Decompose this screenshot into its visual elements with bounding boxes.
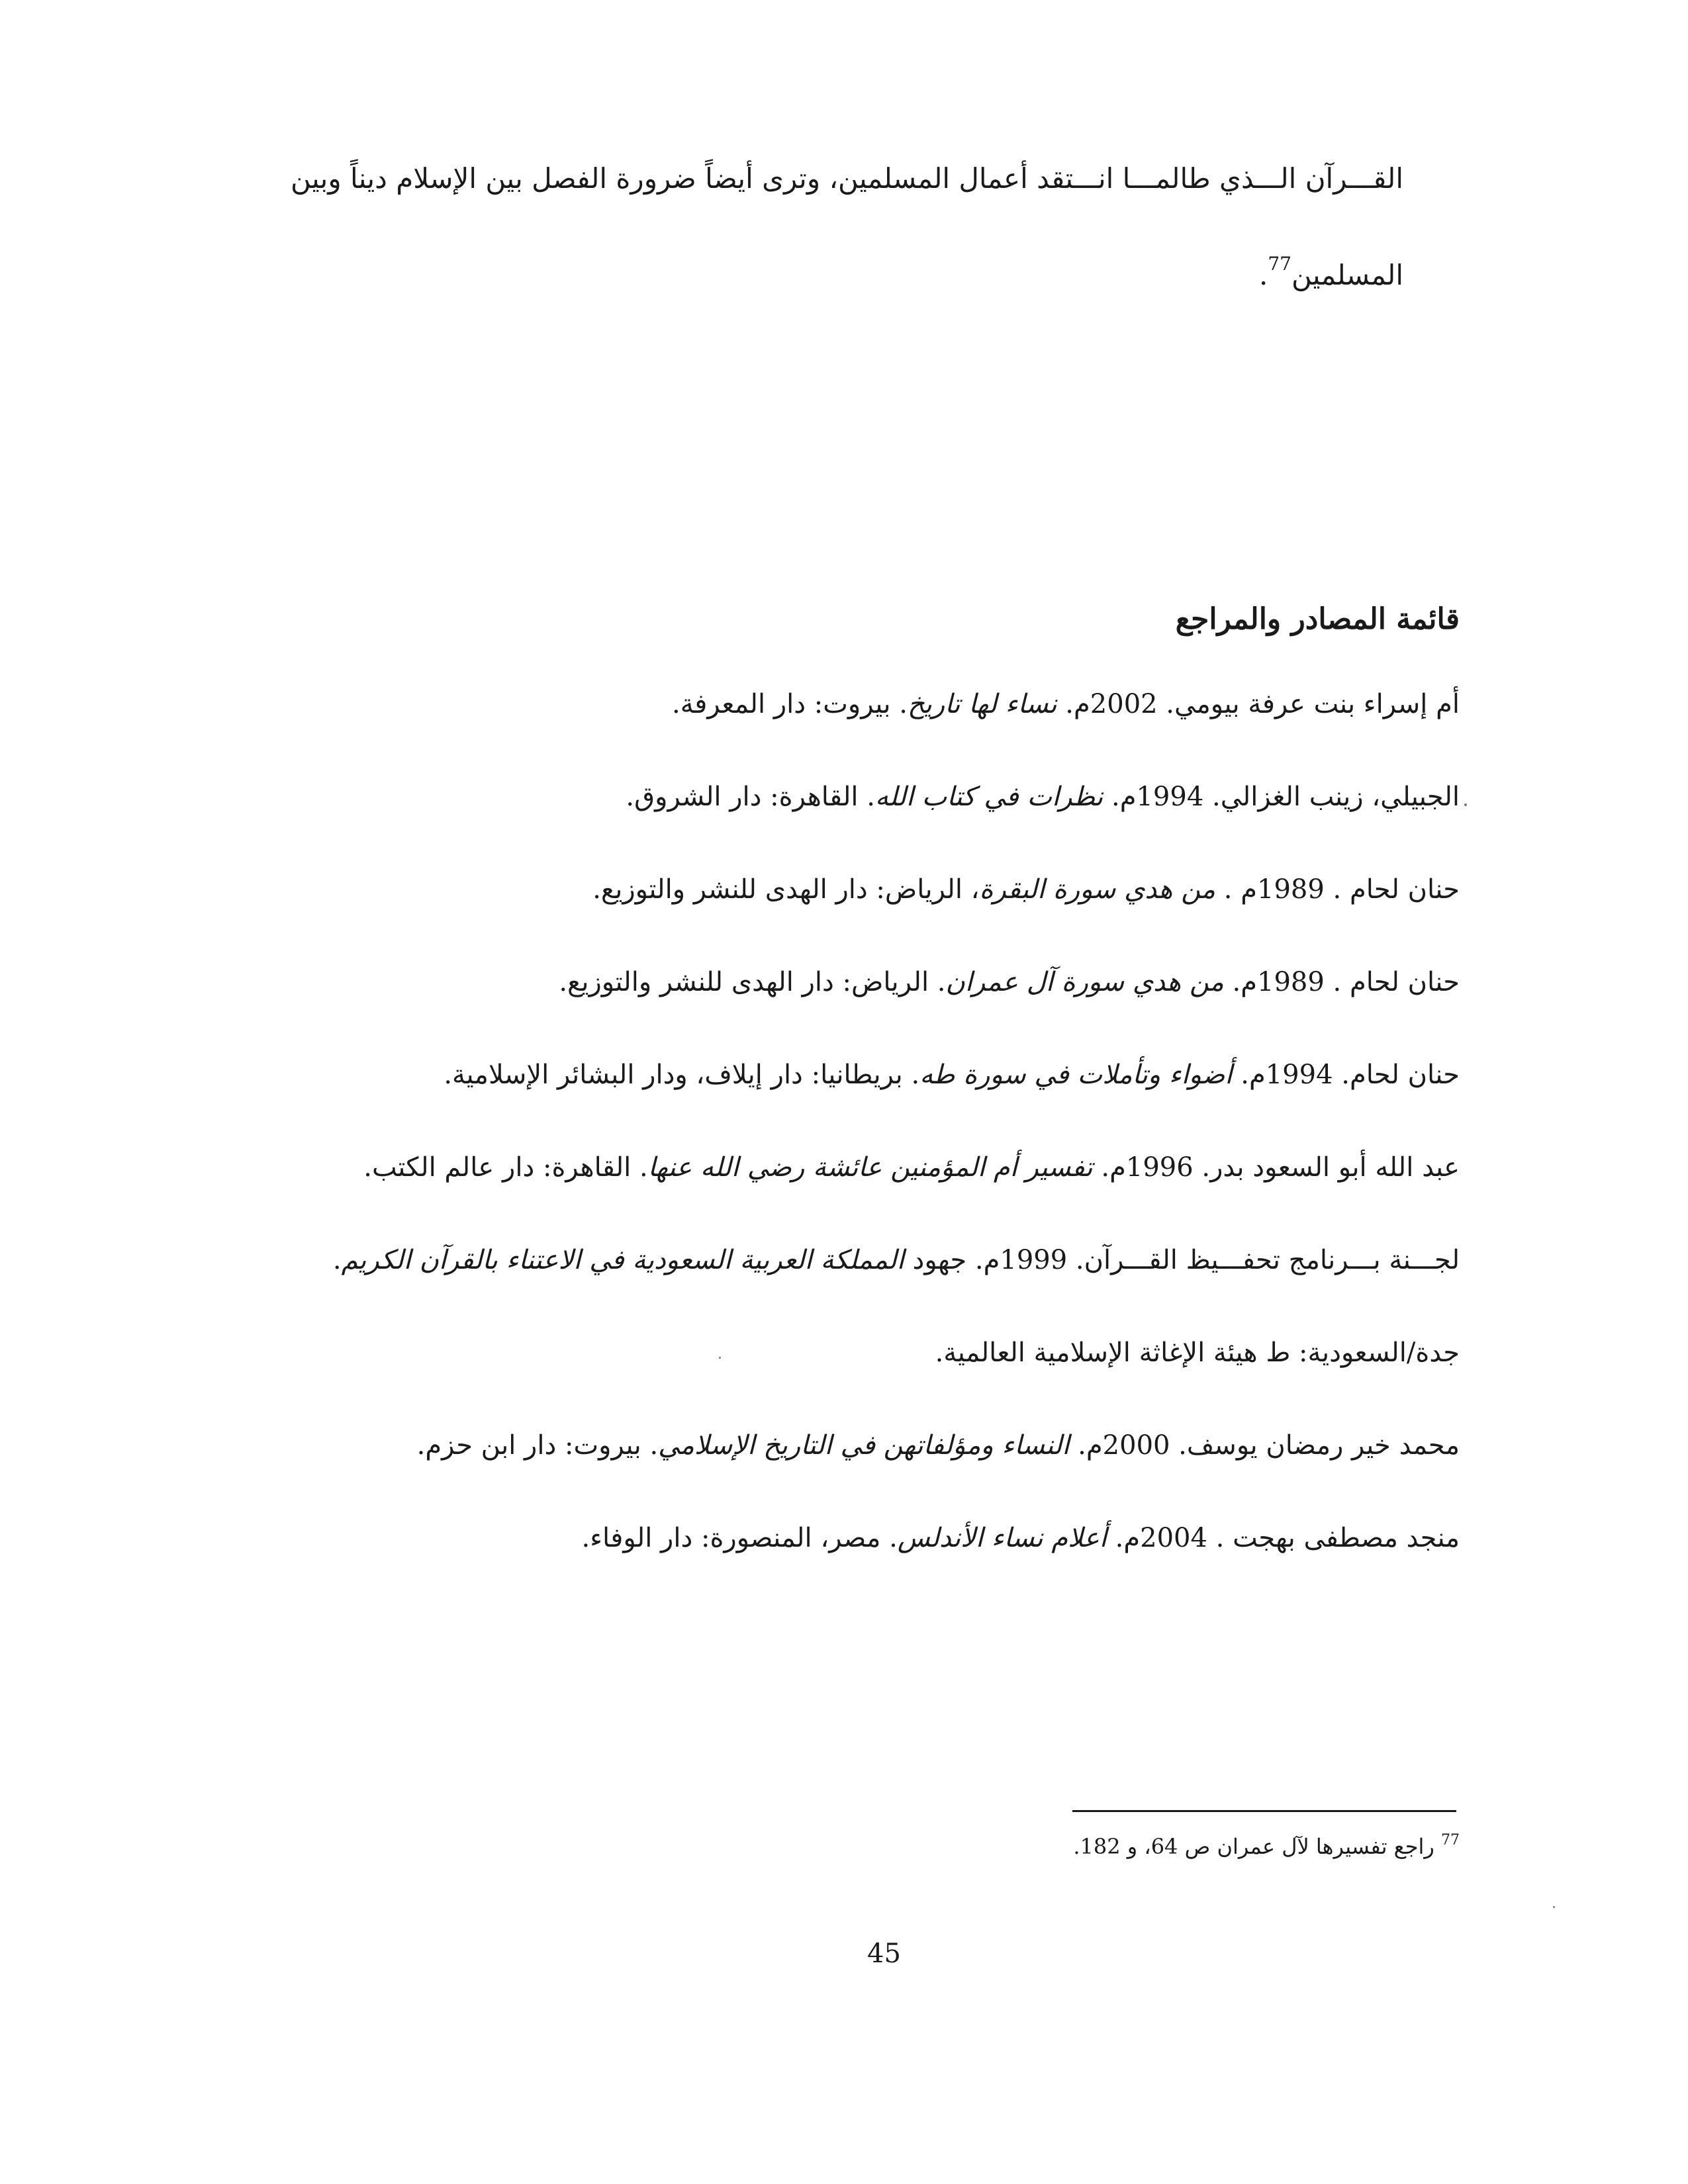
intro-line-1-text: القـــرآن الـــذي طالمـــا انـــتقد أعمال المسلمين، وترى أيضاً ضرورة الفصل بين الإسلام ديناً وبين	[291, 162, 1403, 195]
reference-publisher: . بريطانيا: دار إيلاف، ودار البشائر الإسلامية.	[444, 1060, 920, 1090]
reference-entry	[417, 1426, 1460, 1465]
reference-entry	[626, 777, 1460, 817]
reference-entry	[559, 962, 1460, 1002]
reference-title: أعلام نساء الأندلس	[897, 1523, 1107, 1553]
reference-author: عبد الله أبو السعود بدر. 1996م.	[1092, 1152, 1460, 1183]
reference-title: النساء ومؤلفاتهن في التاريخ الإسلامي	[658, 1430, 1070, 1461]
reference-author: حنان لحام . 1989م .	[1215, 874, 1460, 905]
footnote-reference[interactable]: 77	[1268, 253, 1291, 275]
reference-publisher: .	[332, 1245, 342, 1275]
reference-entry	[582, 1518, 1460, 1558]
reference-entry	[444, 1055, 1460, 1095]
footnote	[1073, 1831, 1460, 1862]
reference-publisher: ، الرياض: دار الهدى للنشر والتوزيع.	[592, 874, 980, 905]
reference-entry	[333, 1240, 1460, 1280]
reference-author: حنان لحام. 1994م.	[1232, 1060, 1460, 1090]
reference-publisher: . بيروت: دار ابن حزم.	[416, 1430, 659, 1461]
reference-publisher: . القاهرة: دار عالم الكتب.	[363, 1152, 648, 1183]
reference-entry-continuation	[935, 1333, 1460, 1373]
reference-title: من هدي سورة آل عمران	[945, 967, 1224, 997]
reference-entry	[592, 870, 1460, 909]
reference-title: نظرات في كتاب الله	[874, 782, 1103, 812]
references-heading: قائمة المصادر والمراجع	[1175, 602, 1460, 636]
reference-publisher: . مصر، المنصورة: دار الوفاء.	[581, 1523, 898, 1553]
reference-author: منجد مصطفى بهجت . 2004م.	[1106, 1523, 1460, 1553]
reference-publisher: . الرياض: دار الهدى للنشر والتوزيع.	[559, 967, 946, 997]
scan-speck	[719, 1357, 721, 1359]
scan-speck	[1464, 803, 1467, 806]
reference-author: جدة/السعودية: ط هيئة الإغاثة الإسلامية العالمية.	[935, 1338, 1460, 1368]
reference-title: أضواء وتأملات في سورة طه	[919, 1060, 1233, 1090]
reference-entry	[672, 684, 1460, 724]
reference-publisher: . بيروت: دار المعرفة.	[672, 689, 908, 719]
reference-entry	[363, 1148, 1460, 1187]
reference-title: نساء لها تاريخ	[907, 689, 1057, 719]
footnote-text: راجع تفسيرها لآل عمران ص 64، و 182.	[1073, 1834, 1441, 1859]
reference-author: حنان لحام . 1989م.	[1223, 967, 1460, 997]
footnote-separator	[1072, 1810, 1456, 1812]
reference-title: من هدي سورة البقرة	[979, 874, 1216, 905]
intro-paragraph-line-2	[1259, 255, 1403, 295]
reference-publisher: . القاهرة: دار الشروق.	[626, 782, 875, 812]
intro-line-2-text: المسلمين	[1291, 259, 1403, 291]
reference-author: لجـــنة بـــرنامج تحفـــيظ القـــرآن. 1999م. جهود	[904, 1245, 1460, 1275]
reference-author: محمد خير رمضان يوسف. 2000م.	[1069, 1430, 1460, 1461]
reference-title: تفسير أم المؤمنين عائشة رضي الله عنها	[647, 1152, 1093, 1183]
reference-author: أم إسراء بنت عرفة بيومي. 2002م.	[1056, 689, 1460, 719]
page-number: 45	[867, 1938, 901, 1969]
intro-line-2-end: .	[1258, 259, 1268, 291]
reference-author: الجبيلي، زينب الغزالي. 1994م.	[1103, 782, 1460, 812]
footnote-number: 77	[1441, 1832, 1460, 1848]
intro-paragraph-line-1	[291, 159, 1403, 199]
reference-title: المملكة العربية السعودية في الاعتناء بالقرآن الكريم	[341, 1245, 904, 1275]
scan-speck	[1553, 1906, 1555, 1908]
